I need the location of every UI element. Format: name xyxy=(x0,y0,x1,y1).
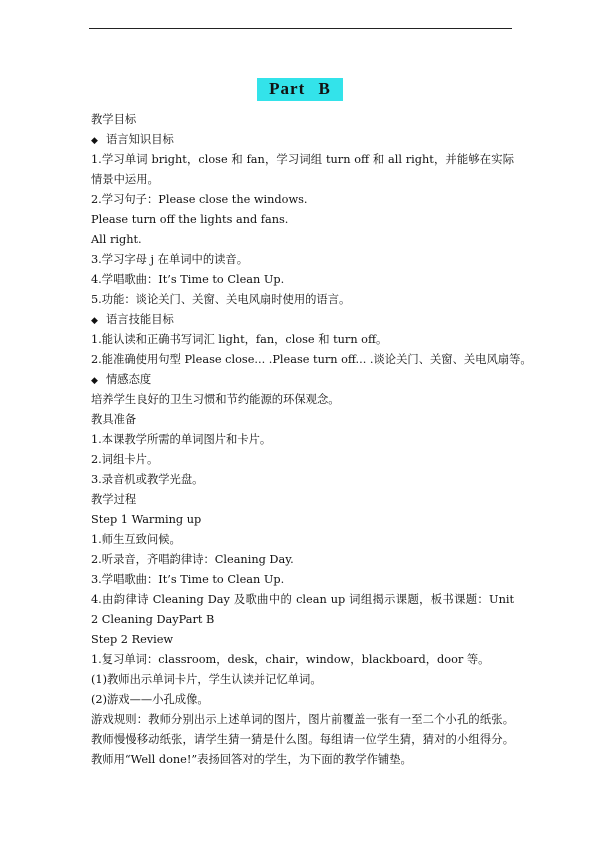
section-bullet-heading: ◆ 语言技能目标 xyxy=(91,310,514,330)
section-bullet-heading: ◆ 情感态度 xyxy=(91,370,514,390)
text-line: 教学目标 xyxy=(91,113,137,126)
text-line: 5.功能：谈论关门、关窗、关电风扇时使用的语言。 xyxy=(91,293,351,306)
text-line: 3.学习字母 j 在单词中的读音。 xyxy=(91,253,249,266)
text-line: 4.由韵律诗 Cleaning Day 及歌曲中的 clean up 词组揭示课题，板书课题：Unit 2 Cleaning DayPart B xyxy=(91,593,514,626)
text-line: 2.能准确使用句型 Please close... .Please turn off... .谈论关门、关窗、关电风扇等。 xyxy=(91,353,532,366)
title-container xyxy=(0,78,600,101)
header-rule xyxy=(89,28,512,29)
text-line: 3.录音机或教学光盘。 xyxy=(91,473,204,486)
text-line: 培养学生良好的卫生习惯和节约能源的环保观念。 xyxy=(91,393,340,406)
text-line: 2.词组卡片。 xyxy=(91,453,159,466)
text-line: 教具准备 xyxy=(91,413,137,426)
text-line: 1.学习单词 bright，close 和 fan，学习词组 turn off 和 all right，并能够在实际情景中运用。 xyxy=(91,153,514,186)
text-line: Step 1 Warming up xyxy=(91,513,202,526)
text-line: Please turn off the lights and fans. xyxy=(91,213,289,226)
text-line: 2.学习句子：Please close the windows. xyxy=(91,193,308,206)
text-line: 1.复习单词：classroom，desk，chair，window，blackboard，door 等。 xyxy=(91,653,490,666)
text-line: 3.学唱歌曲：It’s Time to Clean Up. xyxy=(91,573,285,586)
text-line: 游戏规则：教师分别出示上述单词的图片，图片前覆盖一张有一至二个小孔的纸张。教师慢慢移动纸张，请学生猜一猜是什么图。每组请一位学生猜，猜对的小组得分。教师用“Well done!”表扬回答对的学生，为下面的教学作铺垫。 xyxy=(91,713,514,766)
text-line: 1.师生互致问候。 xyxy=(91,533,181,546)
text-line: (2)游戏——小孔成像。 xyxy=(91,693,209,706)
section-bullet-heading: ◆ 语言知识目标 xyxy=(91,130,514,150)
text-line: 4.学唱歌曲：It’s Time to Clean Up. xyxy=(91,273,285,286)
text-line: (1)教师出示单词卡片，学生认读并记忆单词。 xyxy=(91,673,322,686)
document-body xyxy=(91,110,532,770)
text-line: 1.本课教学所需的单词图片和卡片。 xyxy=(91,433,272,446)
text-line: 1.能认读和正确书写词汇 light，fan，close 和 turn off。 xyxy=(91,333,388,346)
text-line: Step 2 Review xyxy=(91,633,174,646)
text-line: All right. xyxy=(91,233,142,246)
page-title: Part B xyxy=(257,78,343,101)
text-line: 2.听录音，齐唱韵律诗：Cleaning Day. xyxy=(91,553,294,566)
text-line: 教学过程 xyxy=(91,493,137,506)
